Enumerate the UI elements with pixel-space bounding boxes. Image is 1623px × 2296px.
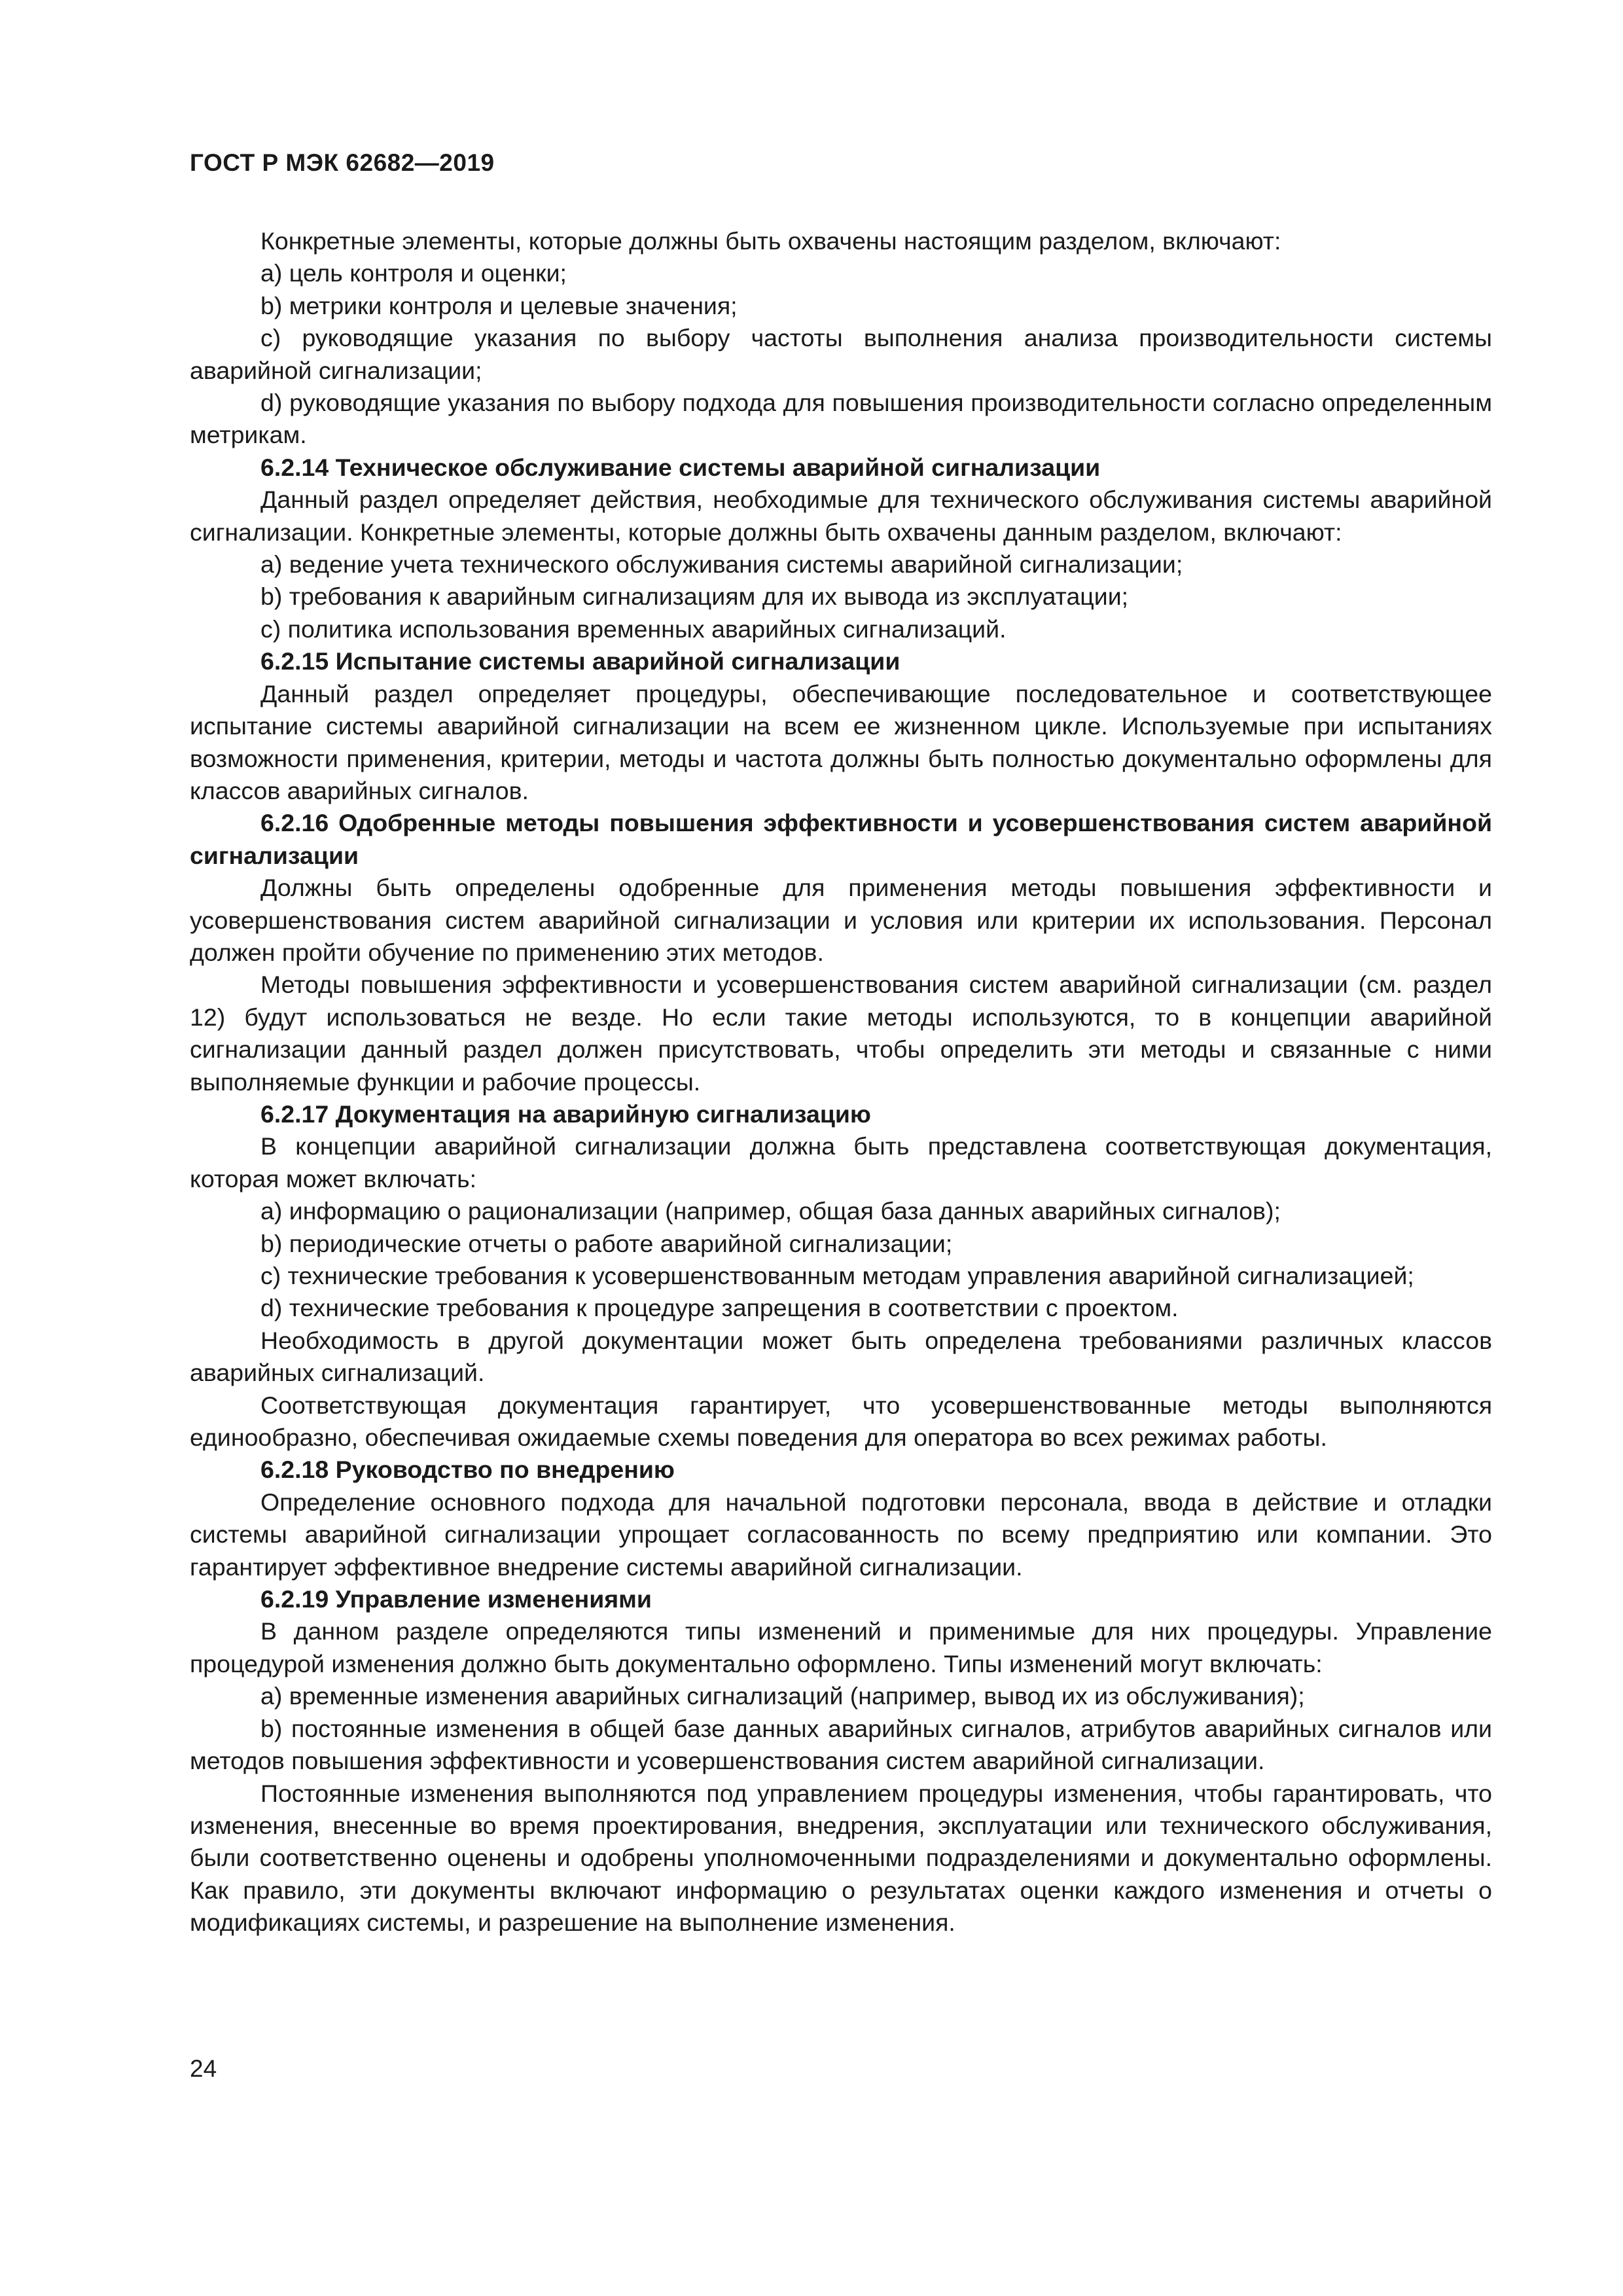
paragraph: Соответствующая документация гарантирует, что усовершенствованные методы выполняются единообразно, обеспечивая ожидаемые схемы поведения для оператора во всех режимах работы. bbox=[190, 1391, 1492, 1452]
paragraph: Данный раздел определяет процедуры, обеспечивающие последовательное и соответствующее испытание системы аварийной сигнализации на всем ее жизненном цикле. Используемые при испытаниях возможности применения, критерии, методы и частота должны быть полностью документально оформлены для классов аварийных сигналов. bbox=[190, 679, 1492, 804]
document-body bbox=[190, 225, 1492, 1939]
section-heading: 6.2.19 Управление изменениями bbox=[260, 1585, 652, 1613]
paragraph: Должны быть определены одобренные для применения методы повышения эффективности и усовершенствования систем аварийной сигнализации и условия или критерии их использования. Персонал должен пройти обучение по применению этих методов. bbox=[190, 874, 1492, 966]
paragraph: Постоянные изменения выполняются под управлением процедуры изменения, чтобы гарантировать, что изменения, внесенные во время проектирования, внедрения, эксплуатации или технического обслуживания, были соответственно оценены и одобрены уполномоченными подразделениями и документально оформлены. Как правило, эти документы включают информацию о результатах оценки каждого изменения и отчеты о модификациях системы, и разрешение на выполнение изменения. bbox=[190, 1779, 1492, 1937]
list-item: c) политика использования временных аварийных сигнализаций. bbox=[260, 615, 1007, 643]
section-heading: 6.2.15 Испытание системы аварийной сигнализации bbox=[260, 647, 901, 675]
paragraph: В концепции аварийной сигнализации должна быть представлена соответствующая документация, которая может включать: bbox=[190, 1132, 1492, 1193]
paragraph: В данном разделе определяются типы изменений и применимые для них процедуры. Управление процедурой изменения должно быть документально оформлено. Типы изменений могут включать: bbox=[190, 1617, 1492, 1677]
list-item: b) метрики контроля и целевые значения; bbox=[260, 291, 738, 319]
list-item: c) руководящие указания по выбору частоты выполнения анализа производительности системы аварийной сигнализации; bbox=[190, 324, 1492, 384]
section-heading: 6.2.16 Одобренные методы повышения эффективности и усовершенствования систем аварийной сигнализации bbox=[190, 809, 1492, 869]
page-number: 24 bbox=[190, 2055, 217, 2082]
document-header: ГОСТ Р МЭК 62682—2019 bbox=[190, 149, 495, 176]
paragraph: Необходимость в другой документации может быть определена требованиями различных классов аварийных сигнализаций. bbox=[190, 1326, 1492, 1387]
list-item: b) требования к аварийным сигнализациям для их вывода из эксплуатации; bbox=[260, 583, 1129, 611]
paragraph: Определение основного подхода для начальной подготовки персонала, ввода в действие и отладки системы аварийной сигнализации упрощает согласованность по всему предприятию или компании. Это гарантирует эффективное внедрение системы аварийной сигнализации. bbox=[190, 1488, 1492, 1581]
list-item: b) периодические отчеты о работе аварийной сигнализации; bbox=[260, 1229, 953, 1257]
list-item: a) цель контроля и оценки; bbox=[260, 259, 567, 287]
list-item: b) постоянные изменения в общей базе данных аварийных сигналов, атрибутов аварийных сигналов или методов повышения эффективности и усовершенствования систем аварийной сигнализации. bbox=[190, 1714, 1492, 1775]
paragraph: Методы повышения эффективности и усовершенствования систем аварийной сигнализации (см. раздел 12) будут использоваться не везде. Но если такие методы используются, то в концепции аварийной сигнализации данный раздел должен присутствовать, чтобы определить эти методы и связанные с ними выполняемые функции и рабочие процессы. bbox=[190, 971, 1492, 1096]
section-heading: 6.2.17 Документация на аварийную сигнализацию bbox=[260, 1100, 871, 1128]
list-item: d) руководящие указания по выбору подхода для повышения производительности согласно определенным метрикам. bbox=[190, 389, 1492, 449]
list-item: c) технические требования к усовершенствованным методам управления аварийной сигнализацией; bbox=[260, 1262, 1414, 1289]
list-item: a) информацию о рационализации (например, общая база данных аварийных сигналов); bbox=[260, 1197, 1281, 1225]
list-item: a) временные изменения аварийных сигнализаций (например, вывод их из обслуживания); bbox=[260, 1682, 1305, 1710]
section-heading: 6.2.14 Техническое обслуживание системы аварийной сигнализации bbox=[260, 453, 1101, 481]
paragraph: Конкретные элементы, которые должны быть охвачены настоящим разделом, включают: bbox=[260, 227, 1281, 255]
list-item: a) ведение учета технического обслуживания системы аварийной сигнализации; bbox=[260, 550, 1183, 579]
section-heading: 6.2.18 Руководство по внедрению bbox=[260, 1456, 675, 1484]
list-item: d) технические требования к процедуре запрещения в соответствии с проектом. bbox=[260, 1294, 1179, 1322]
paragraph: Данный раздел определяет действия, необходимые для технического обслуживания системы аварийной сигнализации. Конкретные элементы, которые должны быть охвачены данным разделом, включают: bbox=[190, 486, 1492, 546]
